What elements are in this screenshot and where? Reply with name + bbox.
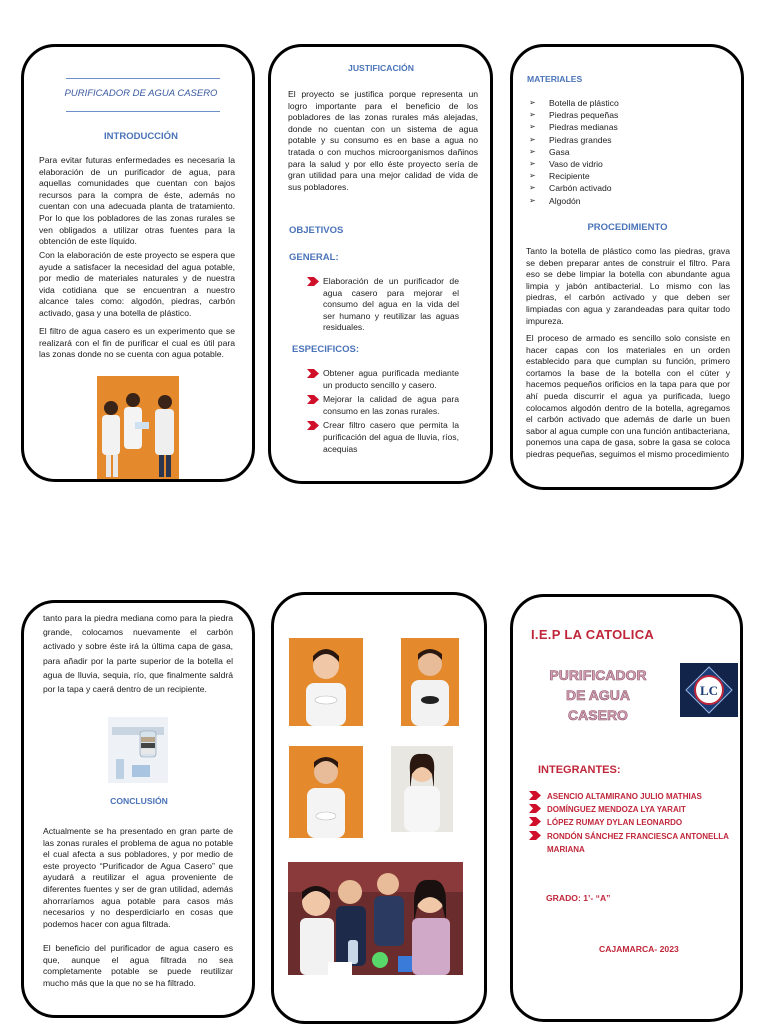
specific-objectives-list [307, 368, 459, 458]
member-item: RONDÓN SÁNCHEZ FRANCIESCA ANTONELLA MARIANA [529, 830, 729, 856]
cover-title-line-1: PURIFICADOR [549, 667, 647, 683]
water-filter-illustration [108, 717, 168, 783]
procedimiento-continuation: tanto para la piedra mediana como para la piedra grande, colocamos nuevamente el carbón activado y sobre éste irá la última capa de gasa, para añadir por la parte superior de la botella el agua de lluvia, sequia, río, que finalmente saldrá por la tapa y caerá dentro de un recipiente. [43, 613, 233, 695]
material-item: ➢ Recipiente [529, 170, 729, 182]
red-arrow-icon [529, 817, 541, 826]
photo-group-students [288, 862, 463, 975]
red-arrow-icon [307, 421, 319, 430]
cover-title [539, 665, 657, 725]
logo-monogram: LC [699, 683, 719, 698]
photo-student-boy-2 [289, 746, 363, 838]
title-rule-top [66, 78, 220, 79]
cover-title-line-3: CASERO [568, 707, 628, 723]
panel-introduccion [21, 44, 255, 482]
procedimiento-paragraph-2: El proceso de armado es sencillo solo consiste en hacer capas con los materiales en un orden establecido para que cumplan su función, primero cortamos la base de la botella con el cúter y hacemos pequeños orificios en la tapa para que por ahí pueda discurrir el agua ya purificada, luego colocamos algodón dentro de la botella, agregamos el carbón activado que además de darle un buen sabor al agua cumple con una función antibacteriana, ponemos una capa de gasa, sobre la gasa se coloca piedras pequeñas, seguimos el mismo procedimiento [526, 333, 731, 459]
cover-title-line-2: DE AGUA [565, 687, 631, 703]
material-item: ➢ Botella de plástico [529, 97, 729, 109]
material-item: ➢ Gasa [529, 146, 729, 158]
school-logo-emblem-icon [680, 663, 738, 717]
general-heading: GENERAL: [289, 252, 339, 263]
member-item: LÓPEZ RUMAY DYLAN LEONARDO [529, 816, 729, 829]
photo-students-experiment [97, 376, 179, 480]
student-portrait-illustration [289, 638, 363, 726]
specific-objective-item: Obtener agua purificada mediante un producto sencillo y casero. [307, 368, 459, 391]
school-logo [680, 663, 738, 717]
justificacion-heading: JUSTIFICACIÓN [348, 63, 414, 73]
photo-student-girl-2 [391, 746, 453, 832]
general-objectives-list [307, 276, 459, 337]
grade-label: GRADO: 1’- “A” [546, 893, 611, 903]
conclusion-paragraph-2: El beneficio del purificador de agua casero es que, aunque el agua filtrada no sea completamente potable se puede reutilizar mucho más que la que no se ha filtrado. [43, 943, 233, 988]
panel-justificacion [268, 44, 493, 484]
intro-heading: INTRODUCCIÓN [104, 131, 178, 142]
integrantes-heading: INTEGRANTES: [538, 764, 621, 776]
conclusion-paragraph-1: Actualmente se ha presentado en gran parte de las zonas rurales el problema de agua no potable el cual afecta a sus pobladores, y por medio de este proyecto “Purificador de Agua Casero” que ayudará a reutilizar el agua proveniente de diferentes fuentes y ser de gran utilidad, además ahorraríamos agua potable para casos más necesarios y no desperdiciarlo en cosas que podemos hacer con agua filtrada. [43, 826, 233, 929]
red-arrow-icon [307, 369, 319, 378]
material-item: ➢ Algodón [529, 195, 729, 207]
red-arrow-icon [307, 395, 319, 404]
material-item: ➢ Piedras medianas [529, 121, 729, 133]
member-item: DOMÍNGUEZ MENDOZA LYA YARAIT [529, 803, 729, 816]
specific-objective-item: Mejorar la calidad de agua para consumo en las zonas rurales. [307, 394, 459, 417]
general-objective-item: Elaboración de un purificador de agua casero para mejorar el consumo del agua en la vida del ser humano y reutilizar las aguas residuales. [307, 276, 459, 334]
especificos-heading: ESPECIFICOS: [292, 344, 360, 355]
member-item: ASENCIO ALTAMIRANO JULIO MATHIAS [529, 790, 729, 803]
material-item: ➢ Vaso de vidrio [529, 158, 729, 170]
material-item: ➢ Piedras pequeñas [529, 109, 729, 121]
panel-materiales [510, 44, 744, 490]
red-arrow-icon [529, 831, 541, 840]
place-year: CAJAMARCA- 2023 [599, 944, 679, 954]
photo-student-boy-1 [401, 638, 459, 726]
title-rule-bottom [66, 111, 220, 112]
material-item: ➢ Piedras grandes [529, 134, 729, 146]
conclusion-heading: CONCLUSIÓN [110, 796, 168, 806]
student-portrait-illustration [289, 746, 363, 838]
photo-student-girl-1 [289, 638, 363, 726]
procedimiento-heading: PROCEDIMIENTO [587, 222, 668, 233]
group-photo-illustration [288, 862, 463, 975]
material-item: ➢ Carbón activado [529, 182, 729, 194]
school-name: I.E.P LA CATOLICA [531, 627, 655, 642]
red-arrow-icon [307, 277, 319, 286]
panel-photos [271, 592, 487, 1024]
panel-cover [510, 594, 743, 1022]
brochure-title: PURIFICADOR DE AGUA CASERO [64, 88, 218, 99]
filter-diagram-image [108, 717, 168, 783]
student-portrait-illustration [391, 746, 453, 832]
students-illustration [97, 376, 179, 480]
panel-conclusion [21, 600, 255, 1018]
members-list [529, 790, 729, 856]
red-arrow-icon [529, 804, 541, 813]
intro-paragraph-2: Con la elaboración de este proyecto se espera que ayude a satisfacer la necesidad del agua potable, por medio de materiales naturales y de nuestra vida cotidiana que se encuentran a nuestro alcance tales como: algodón, piedras, carbón activado, gasa y una botella de plástico. [39, 250, 235, 318]
student-portrait-illustration [401, 638, 459, 726]
procedimiento-paragraph-1: Tanto la botella de plástico como las piedras, grava se deben preparar antes de construir el filtro. Para eso se debe limpiar la botella con abundante agua limpia y jabón antibacterial. Lo mismo con las piedras, el carbón activado y que deben ser limpiadas con agua y zarandeadas para quitar todo impureza. [526, 246, 730, 326]
justificacion-text: El proyecto se justifica porque representa un logro importante para el beneficio de los pobladores de las zonas rurales más alejadas, donde no cuentan con un sistema de agua potable y su consumo es en base a agua no tratada o con muchos microorganismos dañinos para la salud y por ello éste proyecto sería de gran utilidad para una mejor calidad de vida de sus pobladores. [288, 89, 478, 192]
materials-list [529, 97, 729, 207]
intro-paragraph-1: Para evitar futuras enfermedades es necesaria la elaboración de un purificador de agua, para aquellas comunidades que cuentan con bajos recursos para la compra de éste, además no cuentan con una adecuada planta de tratamiento. Por lo que los pobladores de las zonas rurales se ven obligados a utilizar otras fuentes para la obtención de este líquido. [39, 155, 235, 247]
red-arrow-icon [529, 791, 541, 800]
intro-paragraph-3: El filtro de agua casero es un experimento que se realizará con el fin de purificar el cual es útil para las zonas donde no se cuenta con agua potable. [39, 326, 235, 360]
materiales-heading: MATERIALES [527, 74, 583, 84]
objetivos-heading: OBJETIVOS [289, 225, 344, 236]
specific-objective-item: Crear filtro casero que permita la purificación del agua de lluvia, ríos, acequias [307, 420, 459, 455]
